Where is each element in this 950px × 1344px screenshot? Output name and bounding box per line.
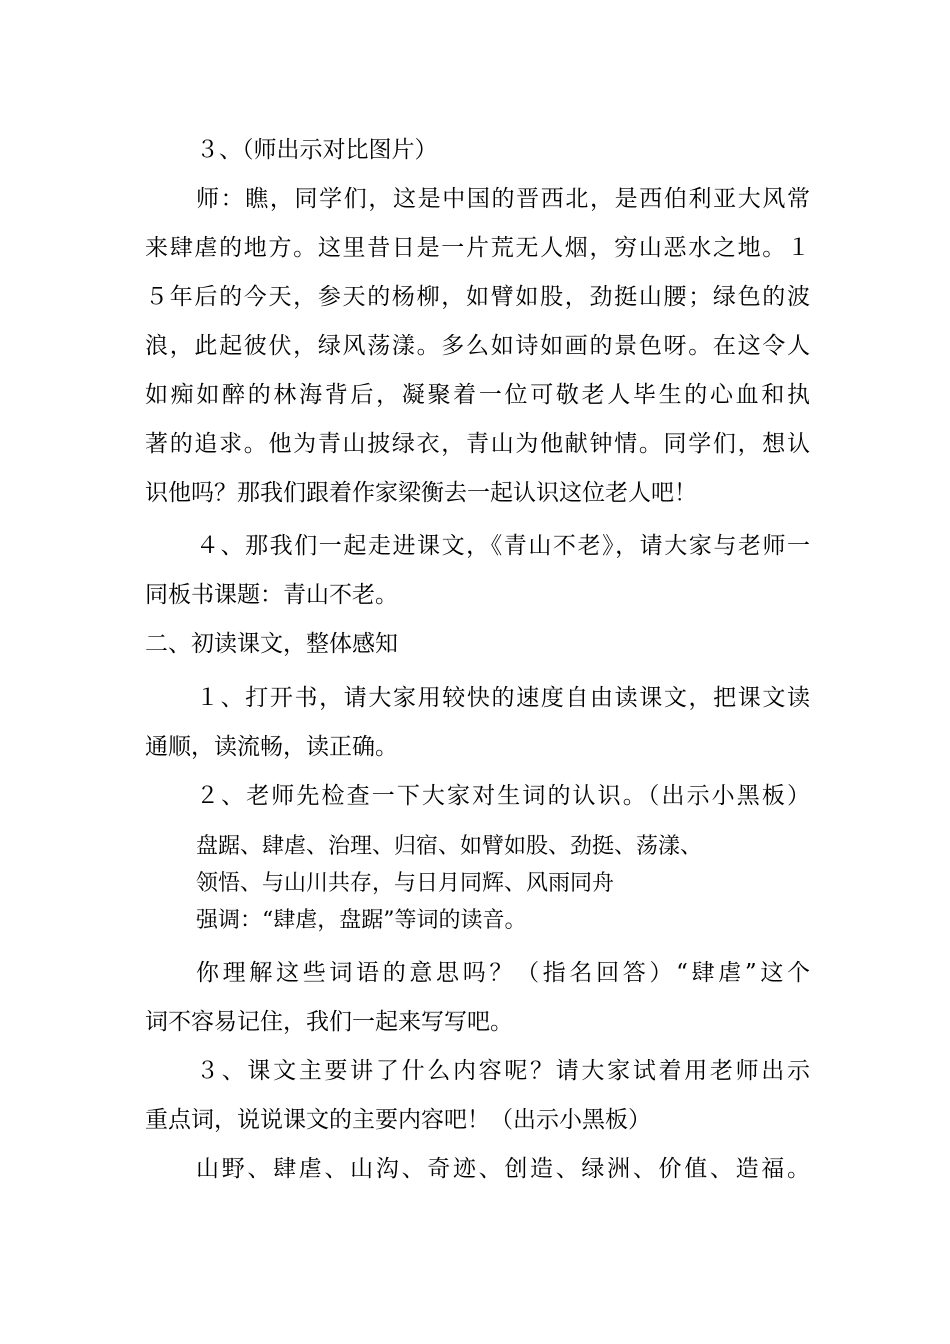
paragraph-line: １、打开书，请大家用较快的速度自由读课文，把课文读	[196, 685, 810, 711]
paragraph-line: 你理解这些词语的意思吗？（指名回答）“肆虐”这个	[196, 960, 810, 986]
paragraph-line: ４、那我们一起走进课文，《青山不老》，请大家与老师一	[196, 533, 810, 559]
paragraph-line: 著的追求。他为青山披绿衣，青山为他献钟情。同学们，想认	[145, 431, 810, 457]
vocabulary-line: 领悟、与山川共存，与日月同辉、风雨同舟	[196, 871, 615, 896]
paragraph-line: 如痴如醉的林海背后，凝聚着一位可敬老人毕生的心血和执	[145, 382, 810, 408]
paragraph-line: 重点词，说说课文的主要内容吧！（出示小黑板）	[145, 1107, 651, 1133]
step-3-heading: ３、（师出示对比图片）	[196, 137, 438, 163]
paragraph-line: 同板书课题：青山不老。	[145, 582, 398, 608]
paragraph-line: 识他吗？那我们跟着作家梁衡去一起认识这位老人吧！	[145, 480, 697, 506]
paragraph-line: 浪，此起彼伏，绿风荡漾。多么如诗如画的景色呀。在这令人	[145, 333, 810, 359]
emphasis-line: 强调：“肆虐，盘踞”等词的读音。	[196, 908, 527, 933]
paragraph-line: ２、老师先检查一下大家对生词的认识。（出示小黑板）	[196, 783, 810, 809]
paragraph-line: 词不容易记住，我们一起来写写吧。	[145, 1009, 513, 1035]
keyword-line: 山野、肆虐、山沟、奇迹、创造、绿洲、价值、造福。	[196, 1156, 810, 1182]
paragraph-line: 来肆虐的地方。这里昔日是一片荒无人烟，穷山恶水之地。１	[145, 235, 810, 261]
paragraph-line: ３、课文主要讲了什么内容呢？请大家试着用老师出示	[196, 1058, 810, 1084]
paragraph-line: ５年后的今天，参天的杨柳，如臂如股，劲挺山腰；绿色的波	[145, 284, 810, 310]
section-heading: 二、初读课文，整体感知	[145, 631, 398, 657]
paragraph-line: 通顺，读流畅，读正确。	[145, 734, 398, 760]
paragraph-line: 师：瞧，同学们，这是中国的晋西北，是西伯利亚大风常	[196, 186, 810, 212]
vocabulary-line: 盘踞、肆虐、治理、归宿、如臂如股、劲挺、荡漾、	[196, 834, 703, 859]
